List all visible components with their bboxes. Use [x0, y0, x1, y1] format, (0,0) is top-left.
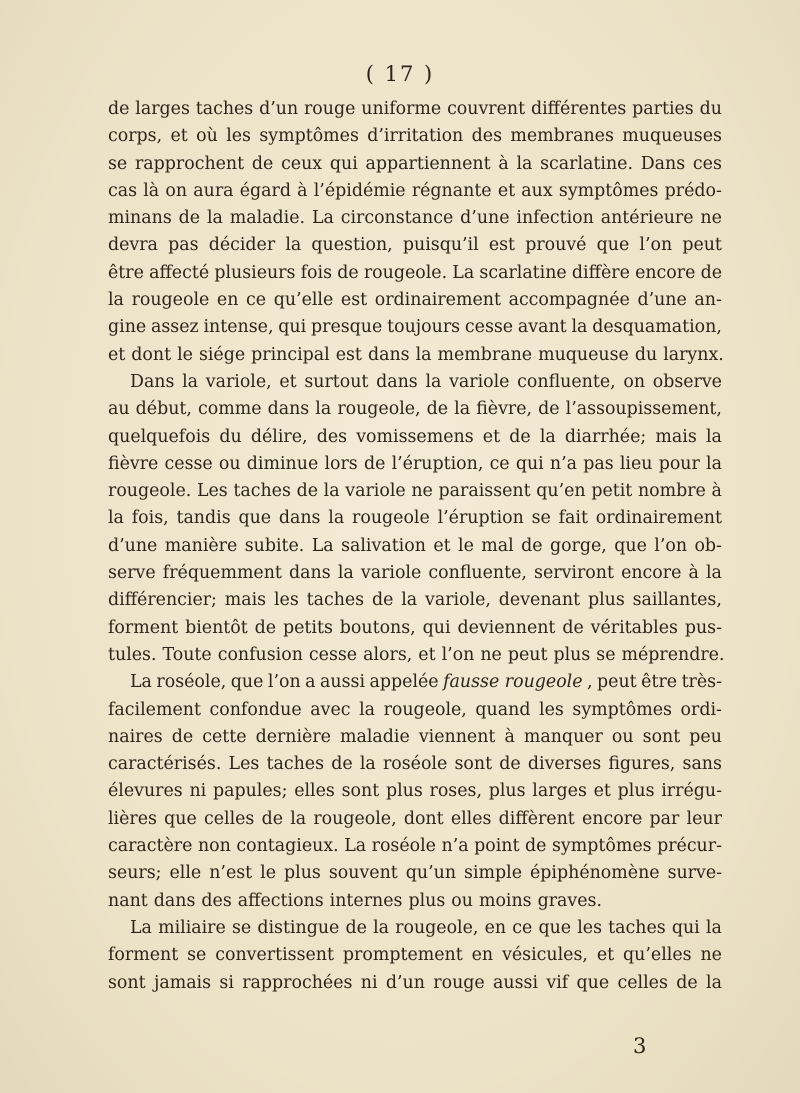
text-line: fièvre cesse ou diminue lors de l’éruption, ce qui n’a pas lieu pour la	[108, 453, 722, 474]
text-line: nant dans des affections internes plus ou moins graves.	[108, 890, 602, 911]
text-line: La roséole, que l’on a aussi appelée fausse rougeole , peut être très-	[108, 669, 722, 696]
text-line: différencier; mais les taches de la variole, devenant plus saillantes,	[108, 590, 722, 611]
text-line: et dont le siége principal est dans la membrane muqueuse du larynx.	[108, 344, 724, 365]
text-line: seurs; elle n’est le plus souvent qu’un simple épiphénomène surve-	[108, 863, 722, 884]
text-line: la fois, tandis que dans la rougeole l’éruption se fait ordinairement	[108, 508, 722, 529]
text-line: sont jamais si rapprochées ni d’un rouge aussi vif que celles de la	[108, 972, 722, 993]
text-line: minans de la maladie. La circonstance d’une infection antérieure ne	[108, 208, 722, 229]
text-line: rougeole. Les taches de la variole ne paraissent qu’en petit nombre à	[108, 481, 722, 502]
text-line: quelquefois du délire, des vomissemens et de la diarrhée; mais la	[108, 426, 722, 447]
text-line: au début, comme dans la rougeole, de la fièvre, de l’assoupissement,	[108, 399, 722, 420]
text-line: forment bientôt de petits boutons, qui deviennent de véritables pus-	[108, 617, 722, 638]
text-line: la rougeole en ce qu’elle est ordinairement accompagnée d’une an-	[108, 290, 722, 311]
body-text	[108, 96, 725, 997]
text-line: être affecté plusieurs fois de rougeole. La scarlatine diffère encore de	[108, 262, 722, 283]
text-line: lières que celles de la rougeole, dont elles diffèrent encore par leur	[108, 808, 722, 829]
text-line: d’une manière subite. La salivation et le mal de gorge, que l’on ob-	[108, 535, 722, 556]
text-line: serve fréquemment dans la variole confluente, serviront encore à la	[108, 563, 722, 584]
text-line: naires de cette dernière maladie viennent à manquer ou sont peu	[108, 726, 722, 747]
text-line: forment se convertissent promptement en vésicules, et qu’elles ne	[108, 945, 722, 966]
text-line: tules. Toute confusion cesse alors, et l’on ne peut plus se méprendre.	[108, 644, 725, 665]
text-line: Dans la variole, et surtout dans la variole confluente, on observe	[130, 371, 722, 392]
signature-mark: 3	[633, 1034, 647, 1058]
text-line: gine assez intense, qui presque toujours cesse avant la desquamation,	[108, 317, 722, 338]
italic-phrase: fausse rougeole	[443, 672, 583, 693]
text-line: facilement confondue avec la rougeole, quand les symptômes ordi-	[108, 699, 722, 720]
page-number: ( 17 )	[365, 62, 435, 86]
text-line: caractérisés. Les taches de la roséole sont de diverses figures, sans	[108, 754, 722, 775]
text-line: La miliaire se distingue de la rougeole, en ce que les taches qui la	[130, 917, 722, 938]
text-line: devra pas décider la question, puisqu’il est prouvé que l’on peut	[108, 235, 722, 256]
text-line: cas là on aura égard à l’épidémie régnante et aux symptômes prédo-	[108, 180, 722, 201]
text-line: se rapprochent de ceux qui appartiennent à la scarlatine. Dans ces	[108, 153, 722, 174]
text-line: élevures ni papules; elles sont plus roses, plus larges et plus irrégu-	[108, 781, 722, 802]
text-line: caractère non contagieux. La roséole n’a point de symptômes précur-	[108, 836, 722, 857]
text-line: corps, et où les symptômes d’irritation des membranes muqueuses	[108, 126, 722, 147]
text-line: de larges taches d’un rouge uniforme couvrent différentes parties du	[108, 99, 722, 119]
